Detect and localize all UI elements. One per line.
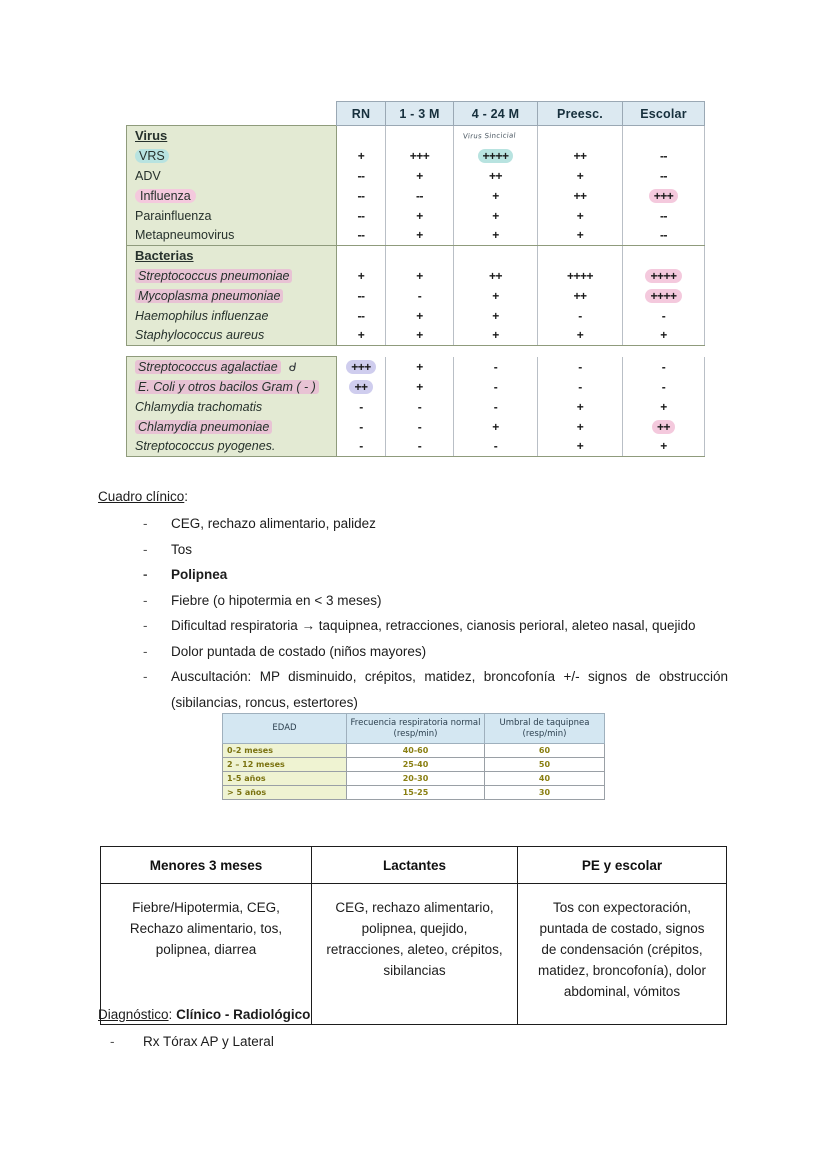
cell-value-label: - bbox=[493, 439, 498, 454]
table-group-gap bbox=[127, 346, 705, 357]
table-cell-value bbox=[623, 357, 705, 377]
cell-value-label: + bbox=[492, 328, 499, 343]
table-cell-value bbox=[454, 146, 538, 166]
resp-table-header bbox=[223, 714, 605, 744]
cell-value-label: - bbox=[417, 288, 422, 303]
cell-value-label: -- bbox=[357, 208, 365, 223]
cell-value-label: + bbox=[660, 439, 667, 454]
clinical-list-item-text: Fiebre (o hipotermia en < 3 meses) bbox=[171, 592, 382, 608]
table-row bbox=[127, 166, 705, 186]
dash-bullet-icon: - bbox=[143, 643, 148, 659]
table-row bbox=[127, 306, 705, 326]
cell-value-label: - bbox=[578, 359, 582, 374]
diagnosis-heading-label: Diagnóstico bbox=[98, 1007, 169, 1022]
clinical-list-item bbox=[143, 613, 738, 639]
pathogen-name-cell bbox=[127, 146, 337, 166]
resp-cell-tachypnea-threshold: 60 bbox=[485, 744, 605, 758]
table-corner-cell bbox=[127, 102, 337, 126]
table-cell-value bbox=[538, 306, 623, 326]
clinical-list-item bbox=[143, 588, 738, 614]
resp-header-threshold-line2: (resp/min) bbox=[522, 728, 567, 739]
table-cell-value bbox=[538, 397, 623, 417]
pathogen-name-label: Parainfluenza bbox=[135, 208, 212, 223]
table-cell-value bbox=[337, 417, 386, 437]
cell-value-label: -- bbox=[660, 148, 667, 163]
clinical-items-list bbox=[98, 511, 738, 715]
cell-value-label: - bbox=[661, 359, 666, 374]
cell-value-label: + bbox=[357, 148, 365, 163]
cell-value-label: + bbox=[576, 419, 584, 434]
handwritten-annotation-virus-sincicial: Virus Sincicial bbox=[462, 131, 517, 141]
table-cell-value bbox=[337, 266, 386, 286]
age-table-header bbox=[101, 847, 727, 884]
table-cell-value bbox=[454, 437, 538, 457]
resp-header-edad-line1: EDAD bbox=[272, 723, 297, 733]
age-table-row bbox=[101, 884, 727, 1025]
clinical-list-item bbox=[143, 664, 738, 715]
resp-cell-normal-range: 25-40 bbox=[347, 758, 485, 772]
resp-cell-normal-range: 20-30 bbox=[347, 772, 485, 786]
table-header-row bbox=[127, 102, 705, 126]
table-cell-value bbox=[454, 286, 538, 306]
cell-value-label: +++ bbox=[346, 360, 376, 374]
table-cell-value bbox=[337, 306, 386, 326]
table-cell-value bbox=[538, 377, 623, 397]
table-cell-empty bbox=[386, 246, 454, 266]
resp-col-header-threshold bbox=[485, 714, 605, 744]
table-cell-value bbox=[386, 397, 454, 417]
cell-value-label: -- bbox=[660, 168, 667, 183]
age-cell-lactantes: CEG, rechazo alimentario, polipnea, quejido, retracciones, aleteo, crépitos, sibilancias bbox=[312, 884, 518, 1025]
resp-cell-tachypnea-threshold: 30 bbox=[485, 786, 605, 800]
table-cell-value bbox=[623, 326, 705, 346]
table-cell-value bbox=[623, 306, 705, 326]
pathogen-name-label: Chlamydia trachomatis bbox=[135, 399, 263, 414]
table-row bbox=[127, 357, 705, 377]
cell-value-label: + bbox=[576, 168, 584, 183]
table-cell-empty bbox=[538, 246, 623, 266]
pathogen-name-cell bbox=[127, 226, 337, 246]
table-cell-empty bbox=[623, 246, 705, 266]
age-header-row bbox=[101, 847, 727, 884]
cell-value-label: - bbox=[578, 379, 582, 394]
table-cell-value bbox=[454, 226, 538, 246]
pathogen-name-label: E. Coli y otros bacilos Gram ( - ) bbox=[135, 380, 319, 394]
table-cell-value bbox=[538, 146, 623, 166]
resp-cell-age: 2 – 12 meses bbox=[223, 758, 347, 772]
table-row bbox=[127, 437, 705, 457]
pathogen-etiology-table bbox=[126, 101, 704, 457]
diagnosis-list-item-text: Rx Tórax AP y Lateral bbox=[143, 1034, 274, 1049]
table-cell-value bbox=[538, 166, 623, 186]
cell-value-label: + bbox=[576, 439, 584, 454]
table-cell-value bbox=[386, 206, 454, 226]
cell-value-label: - bbox=[493, 399, 498, 414]
clinical-heading bbox=[98, 489, 738, 504]
table-cell-value bbox=[623, 266, 705, 286]
pathogen-name-cell bbox=[127, 266, 337, 286]
table-cell-value bbox=[337, 186, 386, 206]
cell-value-label: ++ bbox=[652, 420, 675, 434]
table-row bbox=[127, 206, 705, 226]
cell-value-label: - bbox=[661, 308, 666, 323]
cell-value-label: ++ bbox=[488, 268, 502, 283]
table-cell-value bbox=[454, 397, 538, 417]
table-cell-value bbox=[337, 397, 386, 417]
resp-cell-normal-range: 40-60 bbox=[347, 744, 485, 758]
table-cell-value bbox=[454, 357, 538, 377]
table-cell-value bbox=[337, 286, 386, 306]
respiratory-rate-grid bbox=[222, 713, 605, 800]
table-cell-value bbox=[386, 186, 454, 206]
table-cell-value bbox=[623, 166, 705, 186]
table-cell-value bbox=[386, 226, 454, 246]
cell-value-label: -- bbox=[357, 308, 365, 323]
table-cell-value bbox=[337, 377, 386, 397]
cell-value-label: -- bbox=[357, 188, 365, 203]
pathogen-name-cell bbox=[127, 357, 337, 377]
table-cell-value bbox=[337, 326, 386, 346]
resp-cell-tachypnea-threshold: 50 bbox=[485, 758, 605, 772]
diagnosis-items-list bbox=[98, 1029, 698, 1055]
cell-value-label: ++ bbox=[349, 380, 372, 394]
cell-value-label: + bbox=[576, 228, 584, 243]
table-cell-value bbox=[454, 326, 538, 346]
cell-value-label: + bbox=[416, 268, 423, 283]
table-cell-value bbox=[386, 146, 454, 166]
table-cell-value bbox=[386, 437, 454, 457]
pathogen-name-label: VRS bbox=[135, 149, 169, 163]
diagnosis-heading-value: Clínico - Radiológico bbox=[176, 1007, 311, 1022]
cell-value-label: - bbox=[359, 419, 363, 434]
diagnosis-heading bbox=[98, 1007, 698, 1022]
cell-value-label: + bbox=[492, 208, 499, 223]
pathogen-name-cell bbox=[127, 397, 337, 417]
cell-value-label: - bbox=[359, 399, 363, 414]
col-header-preesc: Preesc. bbox=[538, 102, 623, 126]
table-cell-value bbox=[337, 166, 386, 186]
clinical-heading-colon: : bbox=[184, 489, 189, 504]
cell-value-label: + bbox=[416, 328, 423, 343]
resp-col-header-edad bbox=[223, 714, 347, 744]
col-header-4-24m: 4 - 24 M bbox=[454, 102, 538, 126]
age-group-symptoms-table bbox=[100, 846, 726, 1025]
cell-value-label: + bbox=[416, 308, 423, 323]
dash-bullet-icon: - bbox=[143, 669, 148, 684]
table-row bbox=[127, 377, 705, 397]
table-cell-value bbox=[623, 186, 705, 206]
clinical-list-item-text: Auscultación: MP disminuido, crépitos, matidez, broncofonía +/- signos de obstrucción (sibilancias, roncus, estertores) bbox=[171, 669, 728, 710]
cell-value-label: -- bbox=[660, 208, 667, 223]
table-cell-empty bbox=[454, 246, 538, 266]
clinical-list-item-text: Dificultad respiratoria → taquipnea, retracciones, cianosis perioral, aleteo nasal, quejido bbox=[171, 618, 696, 633]
table-cell-value bbox=[337, 206, 386, 226]
age-col-header-escolar: PE y escolar bbox=[518, 847, 727, 884]
table-cell-value bbox=[623, 397, 705, 417]
cell-value-label: + bbox=[357, 268, 365, 283]
clinical-presentation-section bbox=[98, 489, 738, 715]
resp-table-row bbox=[223, 772, 605, 786]
group-title-bacterias bbox=[127, 246, 337, 266]
col-header-escolar: Escolar bbox=[623, 102, 705, 126]
dash-bullet-icon: - bbox=[143, 567, 148, 582]
cell-value-label: ++++ bbox=[566, 268, 594, 283]
pathogen-name-cell bbox=[127, 286, 337, 306]
pathogen-name-cell bbox=[127, 166, 337, 186]
table-cell-value bbox=[623, 417, 705, 437]
cell-value-label: ++++ bbox=[645, 269, 681, 283]
pathogen-name-label: Haemophilus influenzae bbox=[135, 308, 269, 323]
table-row bbox=[127, 146, 705, 166]
dash-bullet-icon: - bbox=[143, 618, 148, 633]
table-cell-value bbox=[454, 166, 538, 186]
col-header-rn: RN bbox=[337, 102, 386, 126]
pathogen-table-grid bbox=[126, 101, 705, 457]
cell-value-label: ++ bbox=[488, 168, 502, 183]
age-table-body bbox=[101, 884, 727, 1025]
cell-value-label: + bbox=[660, 399, 667, 414]
table-cell-value bbox=[454, 266, 538, 286]
table-cell-value bbox=[623, 377, 705, 397]
table-cell-value bbox=[454, 186, 538, 206]
resp-header-row bbox=[223, 714, 605, 744]
table-cell-value bbox=[623, 146, 705, 166]
table-cell-value bbox=[386, 306, 454, 326]
pathogen-table-body bbox=[127, 126, 705, 457]
dash-bullet-icon: - bbox=[110, 1034, 115, 1049]
diagnosis-list-item bbox=[110, 1029, 698, 1055]
cell-value-label: - bbox=[578, 308, 582, 323]
cell-value-label: + bbox=[492, 288, 499, 303]
table-cell-value bbox=[538, 286, 623, 306]
table-cell-value bbox=[623, 286, 705, 306]
pathogen-name-cell bbox=[127, 377, 337, 397]
col-header-1-3m: 1 - 3 M bbox=[386, 102, 454, 126]
table-cell-value bbox=[454, 417, 538, 437]
table-cell-empty bbox=[623, 126, 705, 146]
table-cell-value bbox=[386, 357, 454, 377]
table-cell-value bbox=[538, 417, 623, 437]
table-cell-value bbox=[337, 226, 386, 246]
resp-table-row bbox=[223, 758, 605, 772]
dash-bullet-icon: - bbox=[143, 592, 148, 608]
resp-table-row bbox=[223, 744, 605, 758]
table-row bbox=[127, 186, 705, 206]
cell-value-label: ++ bbox=[573, 148, 587, 163]
clinical-list-item bbox=[143, 511, 738, 537]
cell-value-label: ++++ bbox=[645, 289, 681, 303]
pathogen-name-label: ADV bbox=[135, 168, 161, 183]
pathogen-name-cell bbox=[127, 206, 337, 226]
cell-value-label: - bbox=[417, 419, 422, 434]
pathogen-name-cell bbox=[127, 186, 337, 206]
table-group-title-row bbox=[127, 126, 705, 146]
table-cell-value bbox=[538, 357, 623, 377]
dash-bullet-icon: - bbox=[143, 516, 148, 531]
respiratory-rate-table bbox=[222, 713, 604, 800]
table-row bbox=[127, 266, 705, 286]
clinical-list-item-text: Polipnea bbox=[171, 567, 228, 582]
table-cell-value bbox=[623, 206, 705, 226]
clinical-heading-label: Cuadro clínico bbox=[98, 489, 185, 504]
cell-value-label: - bbox=[359, 439, 363, 454]
clinical-list-item bbox=[143, 639, 738, 665]
table-row bbox=[127, 417, 705, 437]
diagnosis-heading-colon: : bbox=[168, 1007, 173, 1022]
cell-value-label: + bbox=[416, 228, 423, 243]
cell-value-label: - bbox=[493, 359, 498, 374]
cell-value-label: + bbox=[492, 188, 499, 203]
table-cell-value bbox=[538, 206, 623, 226]
table-cell-value bbox=[454, 306, 538, 326]
table-row bbox=[127, 286, 705, 306]
group-title-virus bbox=[127, 126, 337, 146]
table-cell-value bbox=[386, 377, 454, 397]
handwritten-pen-mark: ᑯ bbox=[287, 359, 298, 375]
cell-value-label: + bbox=[492, 308, 499, 323]
cell-value-label: + bbox=[576, 208, 584, 223]
resp-header-threshold-line1: Umbral de taquipnea bbox=[499, 717, 590, 728]
pathogen-name-label: Chlamydia pneumoniae bbox=[135, 420, 272, 434]
cell-value-label: - bbox=[661, 379, 666, 394]
cell-value-label: +++ bbox=[409, 148, 430, 163]
table-cell-value bbox=[386, 326, 454, 346]
cell-value-label: -- bbox=[357, 168, 365, 183]
table-cell-value bbox=[386, 166, 454, 186]
pathogen-name-label: Streptococcus pneumoniae bbox=[135, 269, 292, 283]
cell-value-label: + bbox=[416, 168, 423, 183]
age-group-grid bbox=[100, 846, 727, 1025]
clinical-list-item-text: CEG, rechazo alimentario, palidez bbox=[171, 516, 376, 531]
pathogen-name-cell bbox=[127, 326, 337, 346]
table-row bbox=[127, 397, 705, 417]
pathogen-name-cell bbox=[127, 417, 337, 437]
table-cell-value bbox=[623, 226, 705, 246]
cell-value-label: +++ bbox=[649, 189, 679, 203]
table-cell-empty bbox=[337, 126, 386, 146]
pathogen-name-cell bbox=[127, 306, 337, 326]
pathogen-name-cell bbox=[127, 437, 337, 457]
cell-value-label: -- bbox=[660, 228, 667, 243]
pathogen-name-label: Mycoplasma pneumoniae bbox=[135, 289, 283, 303]
age-cell-menores: Fiebre/Hipotermia, CEG, Rechazo alimentario, tos, polipnea, diarrea bbox=[101, 884, 312, 1025]
resp-cell-normal-range: 15-25 bbox=[347, 786, 485, 800]
pathogen-name-label: Staphylococcus aureus bbox=[135, 328, 265, 343]
cell-value-label: + bbox=[660, 328, 667, 343]
cell-value-label: - bbox=[417, 439, 422, 454]
cell-value-label: + bbox=[416, 379, 423, 394]
resp-cell-age: 1-5 años bbox=[223, 772, 347, 786]
cell-value-label: ++ bbox=[573, 188, 587, 203]
cell-value-label: + bbox=[576, 328, 584, 343]
pathogen-table-header bbox=[127, 102, 705, 126]
resp-header-normal-line1: Frecuencia respiratoria normal bbox=[350, 717, 481, 728]
resp-cell-age: 0-2 meses bbox=[223, 744, 347, 758]
cell-value-label: + bbox=[357, 328, 365, 343]
table-cell-value bbox=[386, 266, 454, 286]
table-cell-empty bbox=[538, 126, 623, 146]
cell-value-label: - bbox=[493, 379, 498, 394]
cell-value-label: ++ bbox=[573, 288, 587, 303]
table-cell-value bbox=[386, 286, 454, 306]
pathogen-name-label: Streptococcus pyogenes. bbox=[135, 439, 276, 454]
clinical-list-item bbox=[143, 537, 738, 563]
table-row bbox=[127, 326, 705, 346]
table-cell-value bbox=[538, 437, 623, 457]
clinical-list-item bbox=[143, 562, 738, 588]
table-cell-value bbox=[454, 206, 538, 226]
pathogen-name-label: Influenza bbox=[135, 189, 196, 203]
cell-value-label: + bbox=[492, 228, 499, 243]
table-cell-empty bbox=[337, 246, 386, 266]
resp-table-row bbox=[223, 786, 605, 800]
cell-value-label: - bbox=[417, 399, 422, 414]
table-cell-value bbox=[538, 266, 623, 286]
cell-value-label: + bbox=[416, 208, 423, 223]
table-cell-empty bbox=[386, 126, 454, 146]
table-cell-value bbox=[538, 326, 623, 346]
table-cell-value bbox=[538, 186, 623, 206]
resp-header-normal-line2: (resp/min) bbox=[393, 728, 438, 739]
group-title-label: Virus bbox=[135, 128, 168, 144]
cell-value-label: ++++ bbox=[478, 149, 512, 163]
cell-value-label: + bbox=[576, 399, 584, 414]
table-cell-value bbox=[538, 226, 623, 246]
clinical-list-item-text: Tos bbox=[171, 541, 193, 557]
table-cell-value bbox=[454, 377, 538, 397]
resp-cell-tachypnea-threshold: 40 bbox=[485, 772, 605, 786]
table-cell-value bbox=[623, 437, 705, 457]
dash-bullet-icon: - bbox=[143, 541, 148, 557]
age-col-header-lactantes: Lactantes bbox=[312, 847, 518, 884]
resp-cell-age: > 5 años bbox=[223, 786, 347, 800]
group-title-label: Bacterias bbox=[135, 248, 194, 264]
table-cell-value bbox=[337, 437, 386, 457]
resp-col-header-normal bbox=[347, 714, 485, 744]
table-cell-value bbox=[337, 357, 386, 377]
table-row bbox=[127, 226, 705, 246]
cell-value-label: -- bbox=[416, 188, 423, 203]
diagnosis-section bbox=[98, 1007, 698, 1055]
pathogen-name-label: Metapneumovirus bbox=[135, 228, 235, 243]
age-cell-escolar: Tos con expectoración, puntada de costado, signos de condensación (crépitos, matidez, broncofonía), dolor abdominal, vómitos bbox=[518, 884, 727, 1025]
table-cell-value bbox=[386, 417, 454, 437]
clinical-list-item-text: Dolor puntada de costado (niños mayores) bbox=[171, 643, 427, 659]
age-col-header-menores: Menores 3 meses bbox=[101, 847, 312, 884]
cell-value-label: -- bbox=[357, 228, 365, 243]
table-group-title-row bbox=[127, 246, 705, 266]
cell-value-label: -- bbox=[357, 288, 365, 303]
resp-table-body bbox=[223, 744, 605, 800]
table-cell-value bbox=[337, 146, 386, 166]
cell-value-label: + bbox=[416, 359, 423, 374]
cell-value-label: + bbox=[492, 419, 499, 434]
pathogen-name-label: Streptococcus agalactiae bbox=[135, 360, 281, 374]
